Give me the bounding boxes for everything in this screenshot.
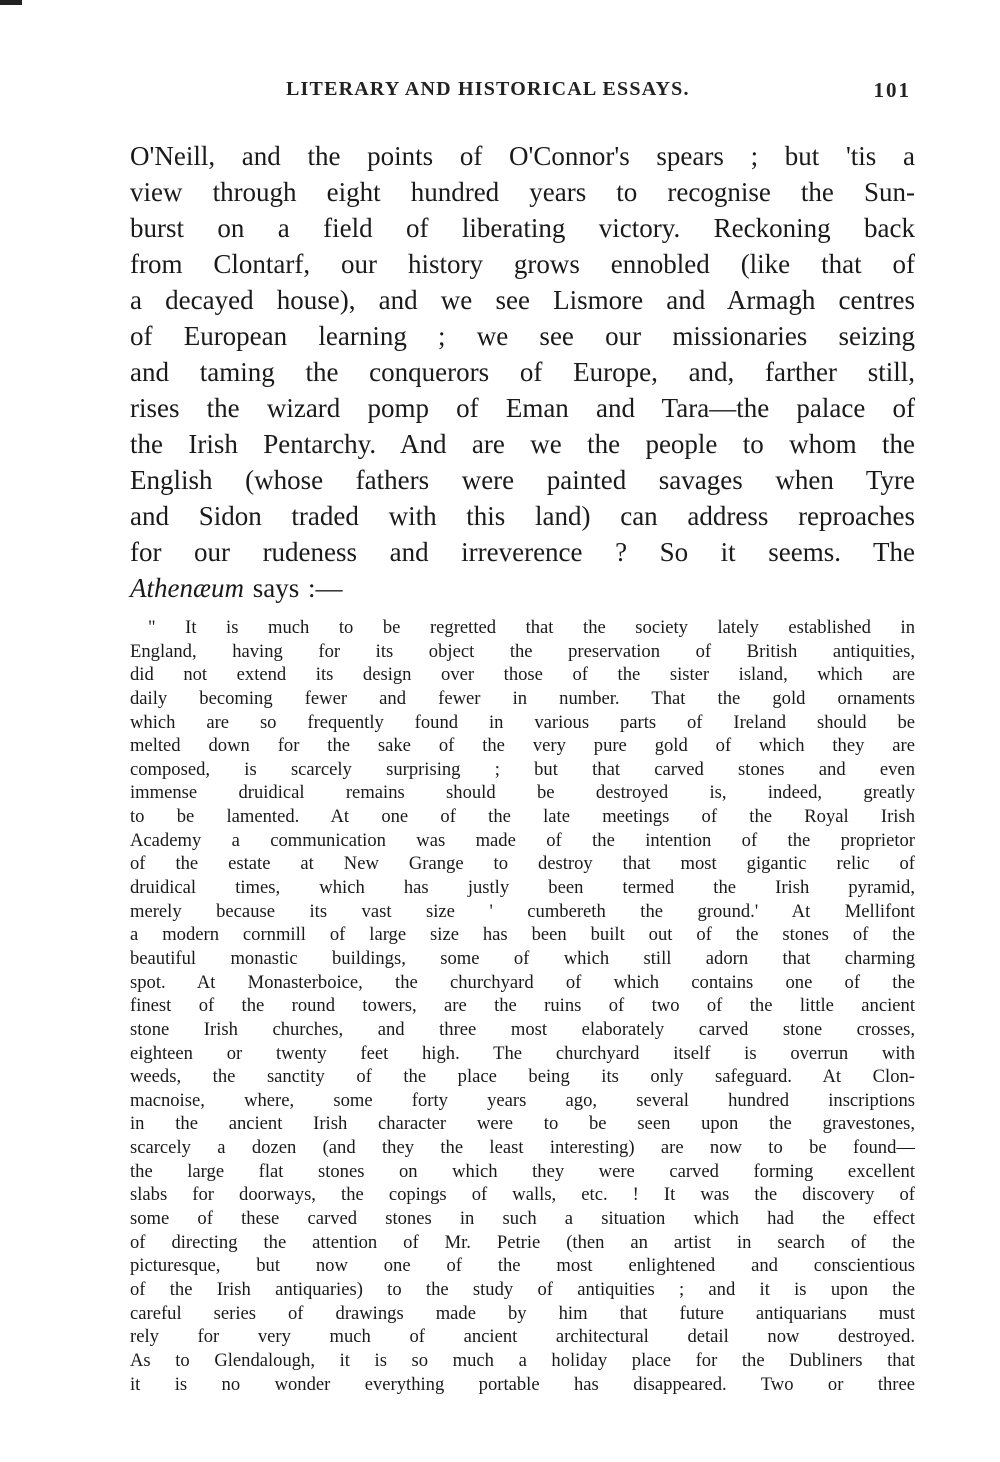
quote-line: eighteen or twenty feet high. The churchyard itself is overrun with <box>130 1042 915 1064</box>
quote-line: a modern cornmill of large size has been built out of the stones of the <box>130 924 915 946</box>
quote-line: it is no wonder everything portable has disappeared. Two or three <box>130 1373 915 1395</box>
quote-line: which are so frequently found in various parts of Ireland should be <box>130 711 915 733</box>
quote-line: beautiful monastic buildings, some of which still adorn that charming <box>130 947 915 969</box>
quote-line: picturesque, but now one of the most enlightened and conscientious <box>130 1255 915 1277</box>
quote-line: some of these carved stones in such a situation which had the effect <box>130 1208 915 1230</box>
quote-line: to be lamented. At one of the late meetings of the Royal Irish <box>130 806 915 828</box>
body-line: and Sidon traded with this land) can address reproaches <box>130 501 915 531</box>
body-line: from Clontarf, our history grows ennobled (like that of <box>130 249 915 279</box>
quote-line: As to Glendalough, it is so much a holiday place for the Dubliners that <box>130 1349 915 1371</box>
body-line: view through eight hundred years to recognise the Sun- <box>130 177 915 207</box>
quote-line: " It is much to be regretted that the society lately established in <box>148 617 915 638</box>
quote-line: slabs for doorways, the copings of walls, etc. ! It was the discovery of <box>130 1184 915 1206</box>
body-line: and taming the conquerors of Europe, and, farther still, <box>130 357 915 387</box>
quote-line: merely because its vast size ' cumbereth the ground.' At Mellifont <box>130 900 915 922</box>
body-line: the Irish Pentarchy. And are we the people to whom the <box>130 429 915 459</box>
running-title: LITERARY AND HISTORICAL ESSAYS. <box>286 78 690 100</box>
quote-line: spot. At Monasterboice, the churchyard of which contains one of the <box>130 971 915 993</box>
body-line: burst on a field of liberating victory. Reckoning back <box>130 213 915 243</box>
page-number: 101 <box>873 78 911 102</box>
quote-line: of directing the attention of Mr. Petrie (then an artist in search of the <box>130 1231 915 1253</box>
quote-line: stone Irish churches, and three most elaborately carved stone crosses, <box>130 1018 915 1040</box>
body-line: for our rudeness and irreverence ? So it seems. The <box>130 537 915 567</box>
scan-corner-mark <box>0 0 22 5</box>
quote-line: of the estate at New Grange to destroy that most gigantic relic of <box>130 853 915 875</box>
quote-line: did not extend its design over those of the sister island, which are <box>130 664 915 686</box>
quote-line: druidical times, which has justly been termed the Irish pyramid, <box>130 877 915 899</box>
quote-line: finest of the round towers, are the ruins of two of the little ancient <box>130 995 915 1017</box>
quote-line: daily becoming fewer and fewer in number. That the gold ornaments <box>130 687 915 709</box>
quote-line: melted down for the sake of the very pure gold of which they are <box>130 735 915 757</box>
quote-line: careful series of drawings made by him that future antiquarians must <box>130 1302 915 1324</box>
body-line: of European learning ; we see our missionaries seizing <box>130 321 915 351</box>
body-line-last <box>130 570 915 606</box>
quote-line: weeds, the sanctity of the place being its only safeguard. At Clon- <box>130 1066 915 1088</box>
body-line: English (whose fathers were painted savages when Tyre <box>130 465 915 495</box>
quote-line: immense druidical remains should be destroyed is, indeed, greatly <box>130 782 915 804</box>
body-line: a decayed house), and we see Lismore and Armagh centres <box>130 285 915 315</box>
block-quote <box>130 616 915 1396</box>
quote-line: the large flat stones on which they were carved forming excellent <box>130 1160 915 1182</box>
quote-line: England, having for its object the preservation of British antiquities, <box>130 640 915 662</box>
quote-line: macnoise, where, some forty years ago, several hundred inscriptions <box>130 1089 915 1111</box>
quote-line: composed, is scarcely surprising ; but that carved stones and even <box>130 758 915 780</box>
body-line-tail: says :— <box>244 573 343 603</box>
running-header <box>130 78 915 108</box>
quote-line: Academy a communication was made of the intention of the proprietor <box>130 829 915 851</box>
body-line: O'Neill, and the points of O'Connor's spears ; but 'tis a <box>130 141 915 171</box>
quote-line: in the ancient Irish character were to be seen upon the gravestones, <box>130 1113 915 1135</box>
quote-line: of the Irish antiquaries) to the study of antiquities ; and it is upon the <box>130 1278 915 1300</box>
quote-line: scarcely a dozen (and they the least interesting) are now to be found— <box>130 1137 915 1159</box>
body-line: rises the wizard pomp of Eman and Tara—the palace of <box>130 393 915 423</box>
quote-line: rely for very much of ancient architectural detail now destroyed. <box>130 1326 915 1348</box>
body-paragraph <box>130 138 915 606</box>
periodical-title: Athenæum <box>130 573 244 603</box>
